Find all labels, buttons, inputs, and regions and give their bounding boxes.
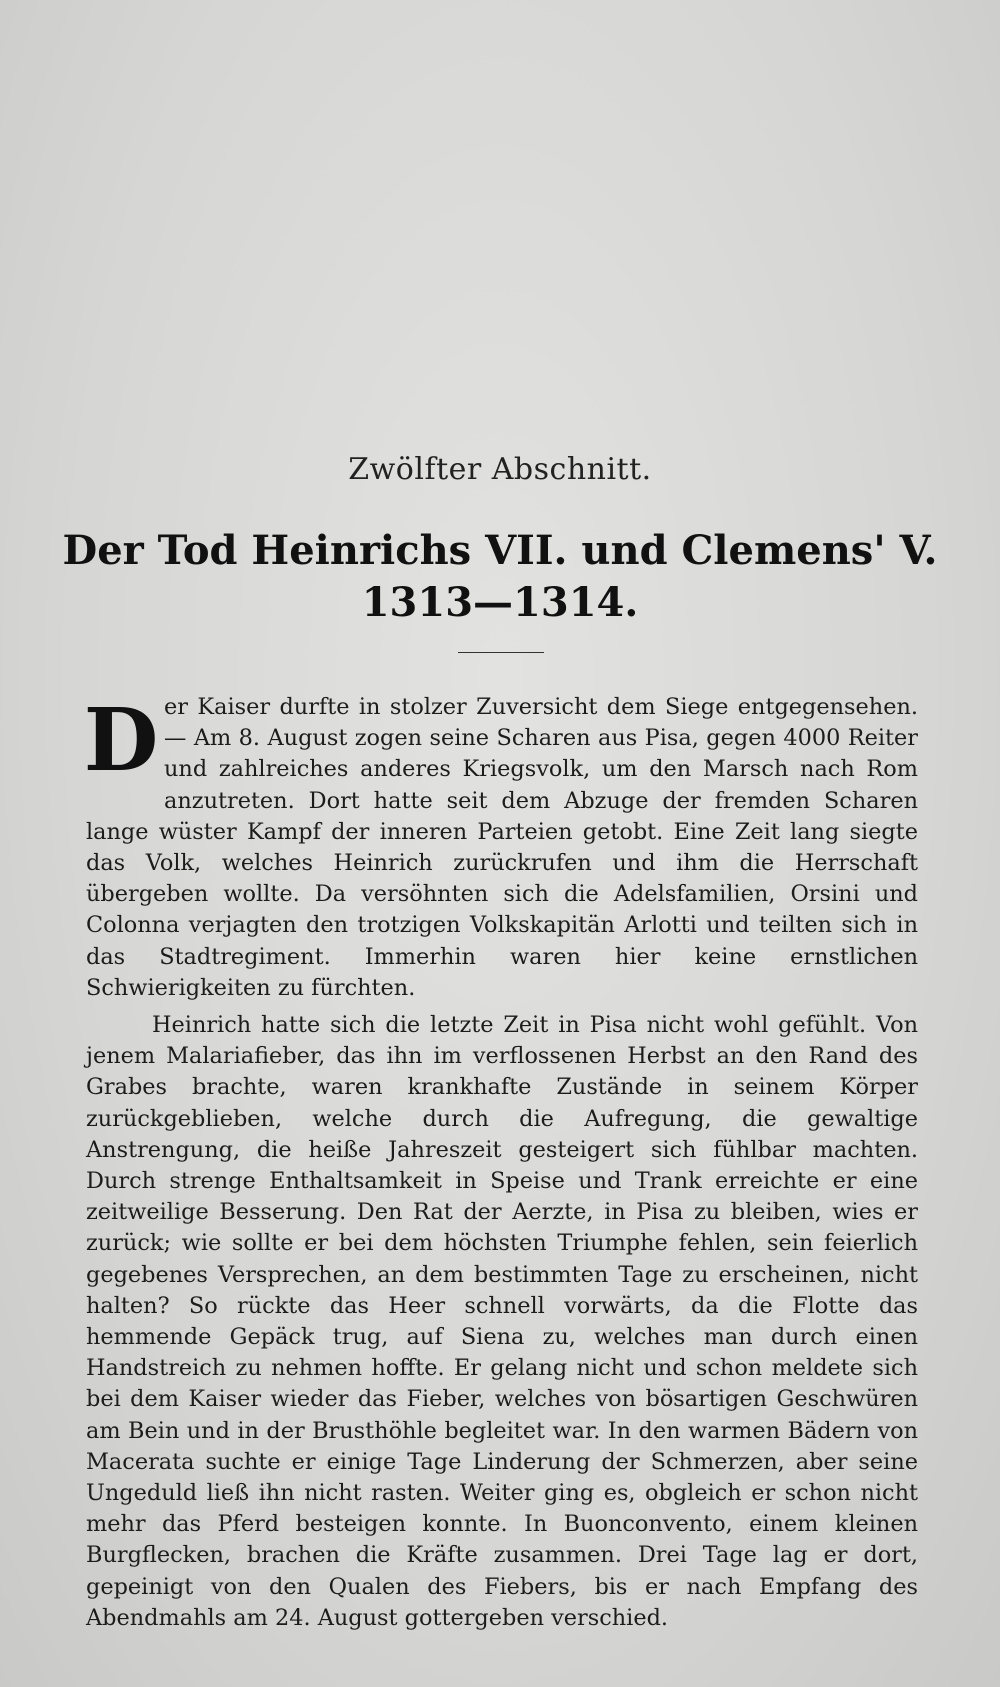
section-label: Zwölfter Abschnitt. bbox=[348, 452, 652, 487]
paragraph-2: Heinrich hatte sich die letzte Zeit in Pisa nicht wohl gefühlt. Von jenem Malariafieber, das ihn im verflossenen Herbst an den Rand des Grabes brachte, waren krankhafte Zustände in seinem Körper zurückgeblieben, welche durch die Aufregung, die gewaltige Anstrengung, die heiße Jahreszeit gesteigert sich fühlbar machten. Durch strenge Enthaltsamkeit in Speise und Trank erreichte er eine zeitweilige Besserung. Den Rat der Aerzte, in Pisa zu bleiben, wies er zurück; wie sollte er bei dem höchsten Triumphe fehlen, sein feierlich gegebenes Versprechen, an dem bestimmten Tage zu erscheinen, nicht halten? So rückte das Heer schnell vorwärts, da die Flotte das hemmende Gepäck trug, auf Siena zu, welches man durch einen Handstreich zu nehmen hoffte. Er gelang nicht und schon meldete sich bei dem Kaiser wieder das Fieber, welches von bösartigen Geschwüren am Bein und in der Brusthöhle begleitet war. In den warmen Bädern von Macerata suchte er einige Tage Linderung der Schmerzen, aber seine Ungeduld ließ ihn nicht rasten. Weiter ging es, obgleich er schon nicht mehr das Pferd besteigen konnte. In Buonconvento, einem kleinen Burgflecken, brachen die Kräfte zusammen. Drei Tage lag er dort, gepeinigt von den Qualen des Fiebers, bis er nach Empfang des Abendmahls am 24. August gottergeben verschied. bbox=[86, 1012, 918, 1631]
chapter-title bbox=[0, 525, 1000, 629]
paragraph-1 bbox=[83, 690, 918, 1004]
drop-cap: D bbox=[83, 690, 159, 791]
title-divider bbox=[458, 652, 544, 653]
chapter-title-years: 1313—1314. bbox=[361, 579, 639, 626]
paragraph-1-text: er Kaiser durfte in stolzer Zuversicht dem Siege entgegensehen. — Am 8. August zogen seine Scharen aus Pisa, gegen 4000 Reiter und zahlreiches anderes Kriegsvolk, um den Marsch nach Rom anzutreten. Dort hatte seit dem Abzuge der fremden Scharen lange wüster Kampf der inneren Parteien getobt. Eine Zeit lang siegte das Volk, welches Heinrich zurückrufen und ihm die Herrschaft übergeben wollte. Da versöhnten sich die Adelsfamilien, Orsini und Colonna verjagten den trotzigen Volkskapitän Arlotti und teilten sich in das Stadtregiment. Immerhin waren hier keine ernstlichen Schwierigkeiten zu fürchten. bbox=[86, 694, 918, 1001]
chapter-title-line1: Der Tod Heinrichs VII. und Clemens' V. bbox=[62, 527, 938, 574]
body-text bbox=[83, 690, 918, 1634]
